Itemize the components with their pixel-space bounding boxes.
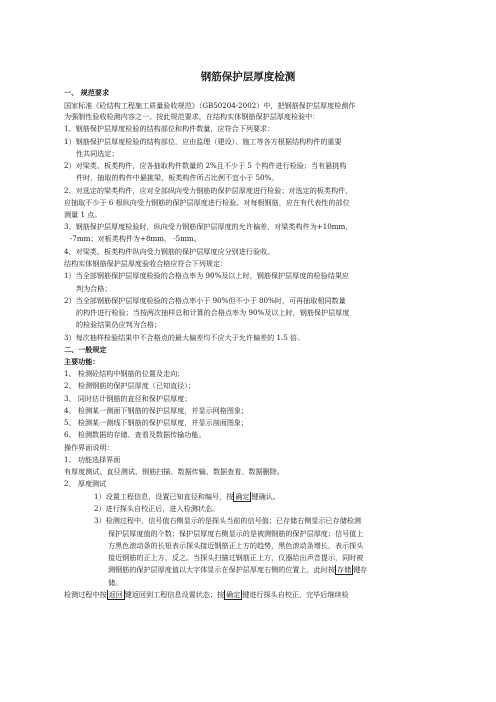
- text-line: [94, 492, 444, 502]
- text-line: 3）检测过程中，信号值右侧显示的是探头当前的信号值；已存储右侧显示已存储检测: [94, 516, 361, 525]
- text-line: 为强制性验收检测内容之一。按此规范要求，在结构实体钢筋保护层厚度检验中：: [64, 112, 320, 121]
- text-line: 国家标准《砼结构工程施工质量验收规范》（GB50204-2002）中，把钢筋保护层厚度检测作: [64, 101, 356, 110]
- text-line: 1、 检测砼结构中钢筋的位置及走向；: [64, 369, 185, 378]
- text-line: 1）当全部钢筋保护层厚度检验的合格点率为 90%及以上时，钢筋保护层厚度的检验结果应: [64, 271, 350, 280]
- key-label-box: 存储: [337, 565, 352, 574]
- text-line: 4、 检测某一测面下钢筋的保护层厚度，并显示网格图象；: [64, 406, 249, 415]
- section-heading: 二、一般规定: [64, 345, 107, 354]
- text-line: 2）当全部钢筋保护层厚度检验的合格点率小于 90%但不小于 80%时，可再抽取相同数量: [64, 296, 346, 305]
- text-line: 操作界面说明：: [64, 443, 114, 452]
- text-line: 3、 同时估计钢筋的直径和保护层厚度；: [64, 394, 192, 403]
- text-line: 接近钢筋的正上方，反之。当探头扫描过钢筋正上方，仪器给出声音提示，同时被: [108, 553, 364, 562]
- text-line: 的检验结果仍应判为合格；: [76, 320, 162, 329]
- text-line: 方黑色滚动条的长短表示探头接近钢筋正上方的趋势，黑色滚动条增长，表示探头: [108, 541, 364, 550]
- key-label-box: 确定: [226, 590, 241, 599]
- text-span: 检测过程中按: [64, 590, 107, 599]
- text-line: 2）进行探头自校正后，进入检测状态。: [94, 504, 220, 513]
- text-line: 的构件进行检验；当按两次抽样总和计算的合格点率为 90%及以上时，钢筋保护层厚度: [76, 308, 350, 317]
- text-line: 2、 检测钢筋的保护层厚度（已知直径）；: [64, 381, 195, 390]
- text-line: 判为合格；: [76, 284, 112, 293]
- text-span: 键确认。: [251, 492, 280, 501]
- key-label-box: 确定: [235, 492, 250, 501]
- text-span: 键存: [353, 565, 368, 574]
- text-line: 件时，抽取的构件中悬挑梁、板类构件所占比例不宜小于 50%。: [76, 173, 279, 182]
- text-line: 测量 1 点。: [64, 210, 102, 219]
- text-span: 1）设置工程信息，设置已知直径和编号，按: [94, 492, 234, 501]
- text-line: 结构实体钢筋保护层厚度验收合格应符合下列规定：: [64, 259, 228, 268]
- text-line: 储。: [108, 578, 123, 587]
- text-line: [64, 590, 444, 600]
- text-span: 键进行探头自校正，完毕后继续检: [242, 590, 349, 599]
- text-line: 保护层厚度值的个数；保护层厚度右侧显示的是被测钢筋的保护层厚度；信号值上: [108, 529, 364, 538]
- text-line: 2、对选定的梁类构件，应对全部纵向受力钢筋的保护层厚度进行检验；对选定的板类构件，: [64, 186, 353, 195]
- text-line: 1）钢筋保护层厚度检验的结构部位，应由监理（建设）、施工等各方根据结构构件的重要: [64, 137, 342, 146]
- text-line: 3、钢筋保护层厚度检验时，纵向受力钢筋保护层厚度的允许偏差，对梁类构件为+10mm，: [64, 222, 353, 231]
- text-line: 4、对梁类、板类构件纵向受力钢筋的保护层厚度应分别进行验收。: [64, 247, 275, 256]
- text-line: 应抽取不少于 6 根纵向受力钢筋的保护层厚度进行检验。对每根钢筋，应在有代表性的部位: [64, 198, 350, 207]
- section-heading: 一、 规范要求: [64, 88, 110, 97]
- text-line: 5、 检测某一测线下钢筋的保护层厚度，并显示剖面图象；: [64, 418, 249, 427]
- text-line: 6、 检测数据的存储、查看及数据传输功能。: [64, 430, 206, 439]
- text-line: 有厚度测试、直径测试、钢筋扫描、数据传输、数据查看、数据删除。: [64, 467, 284, 476]
- text-line: 1、钢筋保护层厚度检验的结构部位和构件数量，应符合下列要求：: [64, 124, 275, 133]
- text-line: 性共同选定；: [76, 149, 119, 158]
- text-line: 1、 功能选择界面: [64, 455, 121, 464]
- text-line: 3）每次抽样检验结果中不合格点的最大偏差均不应大于允许偏差的 1.5 倍。: [64, 333, 305, 342]
- text-span: 键返回到工程信息设置状态；按: [124, 590, 225, 599]
- page-title: 钢筋保护层厚度检测: [200, 71, 296, 83]
- section-heading: 主要功能：: [64, 357, 100, 366]
- text-line: 2）对梁类、板类构件，应各抽取构件数量的 2%且不少于 5 个构件进行检验；当有悬挑构: [64, 161, 347, 170]
- text-line: -7mm；对板类构件为+8mm， -5mm。: [70, 234, 201, 243]
- text-line: [108, 565, 444, 575]
- text-span: 测钢筋的保护层厚度值以大字体显示在保护层厚度右侧的位置上，此时按: [108, 565, 335, 574]
- key-label-box: 返回: [108, 590, 123, 599]
- text-line: 2、 厚度测试: [64, 479, 107, 488]
